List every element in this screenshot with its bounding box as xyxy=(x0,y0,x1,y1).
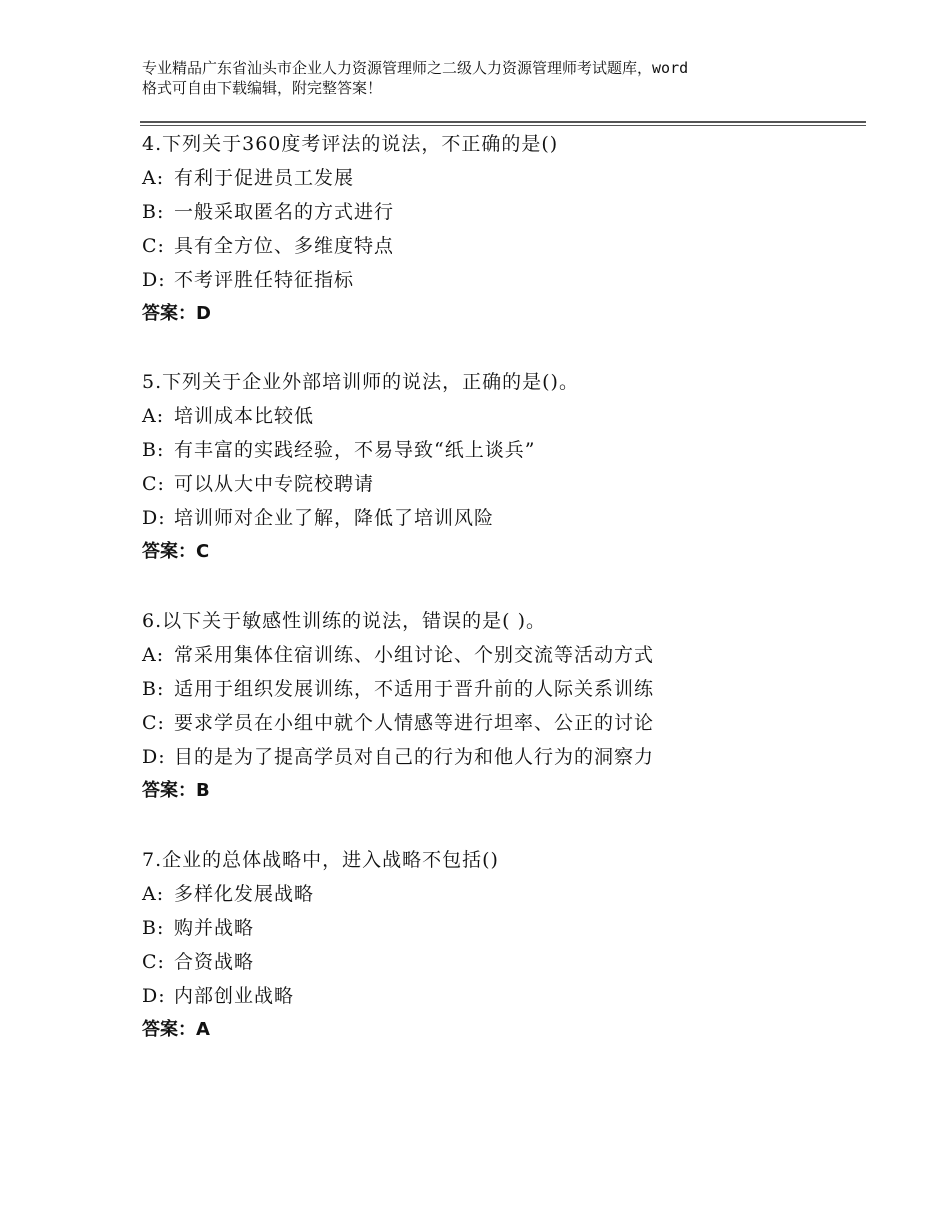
option-b xyxy=(142,672,862,706)
option-key: D: xyxy=(142,985,166,1007)
option-text: 要求学员在小组中就个人情感等进行坦率、公正的讨论 xyxy=(174,712,655,734)
option-c xyxy=(142,229,862,263)
option-a xyxy=(142,877,862,911)
answer: 答案：B xyxy=(142,780,210,801)
option-text: 可以从大中专院校聘请 xyxy=(174,473,375,495)
option-text: 不考评胜任特征指标 xyxy=(174,269,355,291)
option-key: C: xyxy=(142,235,165,257)
option-key: D: xyxy=(142,746,166,768)
option-text: 培训成本比较低 xyxy=(174,405,315,427)
question-stem: 4.下列关于360度考评法的说法，不正确的是() xyxy=(142,133,559,155)
option-text: 购并战略 xyxy=(174,917,255,939)
option-text: 适用于组织发展训练，不适用于晋升前的人际关系训练 xyxy=(174,678,655,700)
question-stem: 5.下列关于企业外部培训师的说法，正确的是()。 xyxy=(142,371,579,393)
option-d xyxy=(142,979,862,1013)
option-d xyxy=(142,501,862,535)
option-text: 合资战略 xyxy=(174,951,255,973)
option-key: B: xyxy=(142,439,165,461)
option-text: 常采用集体住宿训练、小组讨论、个别交流等活动方式 xyxy=(174,644,655,666)
option-key: C: xyxy=(142,473,165,495)
header-divider-thick xyxy=(140,121,866,123)
question-4 xyxy=(142,127,862,331)
question-6 xyxy=(142,604,862,808)
option-text: 内部创业战略 xyxy=(174,985,295,1007)
option-key: D: xyxy=(142,269,166,291)
option-c xyxy=(142,467,862,501)
option-key: D: xyxy=(142,507,166,529)
option-key: A: xyxy=(142,405,165,427)
option-key: B: xyxy=(142,201,165,223)
option-a xyxy=(142,399,862,433)
option-b xyxy=(142,433,862,467)
option-text: 有利于促进员工发展 xyxy=(174,167,355,189)
option-d xyxy=(142,740,862,774)
option-b xyxy=(142,195,862,229)
option-key: B: xyxy=(142,917,165,939)
option-key: C: xyxy=(142,951,165,973)
option-key: B: xyxy=(142,678,165,700)
option-text: 多样化发展战略 xyxy=(174,883,315,905)
option-text: 培训师对企业了解，降低了培训风险 xyxy=(174,507,495,529)
header-line-1: 专业精品广东省汕头市企业人力资源管理师之二级人力资源管理师考试题库，word xyxy=(142,59,689,77)
answer: 答案：C xyxy=(142,541,210,562)
header-line-2: 格式可自由下载编辑，附完整答案！ xyxy=(142,79,383,97)
question-stem: 6.以下关于敏感性训练的说法，错误的是( )。 xyxy=(142,610,546,632)
option-c xyxy=(142,945,862,979)
option-d xyxy=(142,263,862,297)
option-b xyxy=(142,911,862,945)
document-header xyxy=(142,58,842,98)
question-5 xyxy=(142,365,862,569)
option-key: A: xyxy=(142,167,165,189)
option-a xyxy=(142,161,862,195)
option-key: A: xyxy=(142,883,165,905)
option-text: 一般采取匿名的方式进行 xyxy=(174,201,395,223)
option-c xyxy=(142,706,862,740)
option-text: 具有全方位、多维度特点 xyxy=(174,235,395,257)
option-key: C: xyxy=(142,712,165,734)
option-key: A: xyxy=(142,644,165,666)
question-stem: 7.企业的总体战略中，进入战略不包括() xyxy=(142,849,499,871)
option-a xyxy=(142,638,862,672)
answer: 答案：D xyxy=(142,303,211,324)
question-7 xyxy=(142,843,862,1047)
answer: 答案：A xyxy=(142,1019,210,1040)
option-text: 有丰富的实践经验，不易导致“纸上谈兵” xyxy=(174,439,536,461)
header-divider-thin xyxy=(140,125,866,126)
option-text: 目的是为了提高学员对自己的行为和他人行为的洞察力 xyxy=(174,746,655,768)
